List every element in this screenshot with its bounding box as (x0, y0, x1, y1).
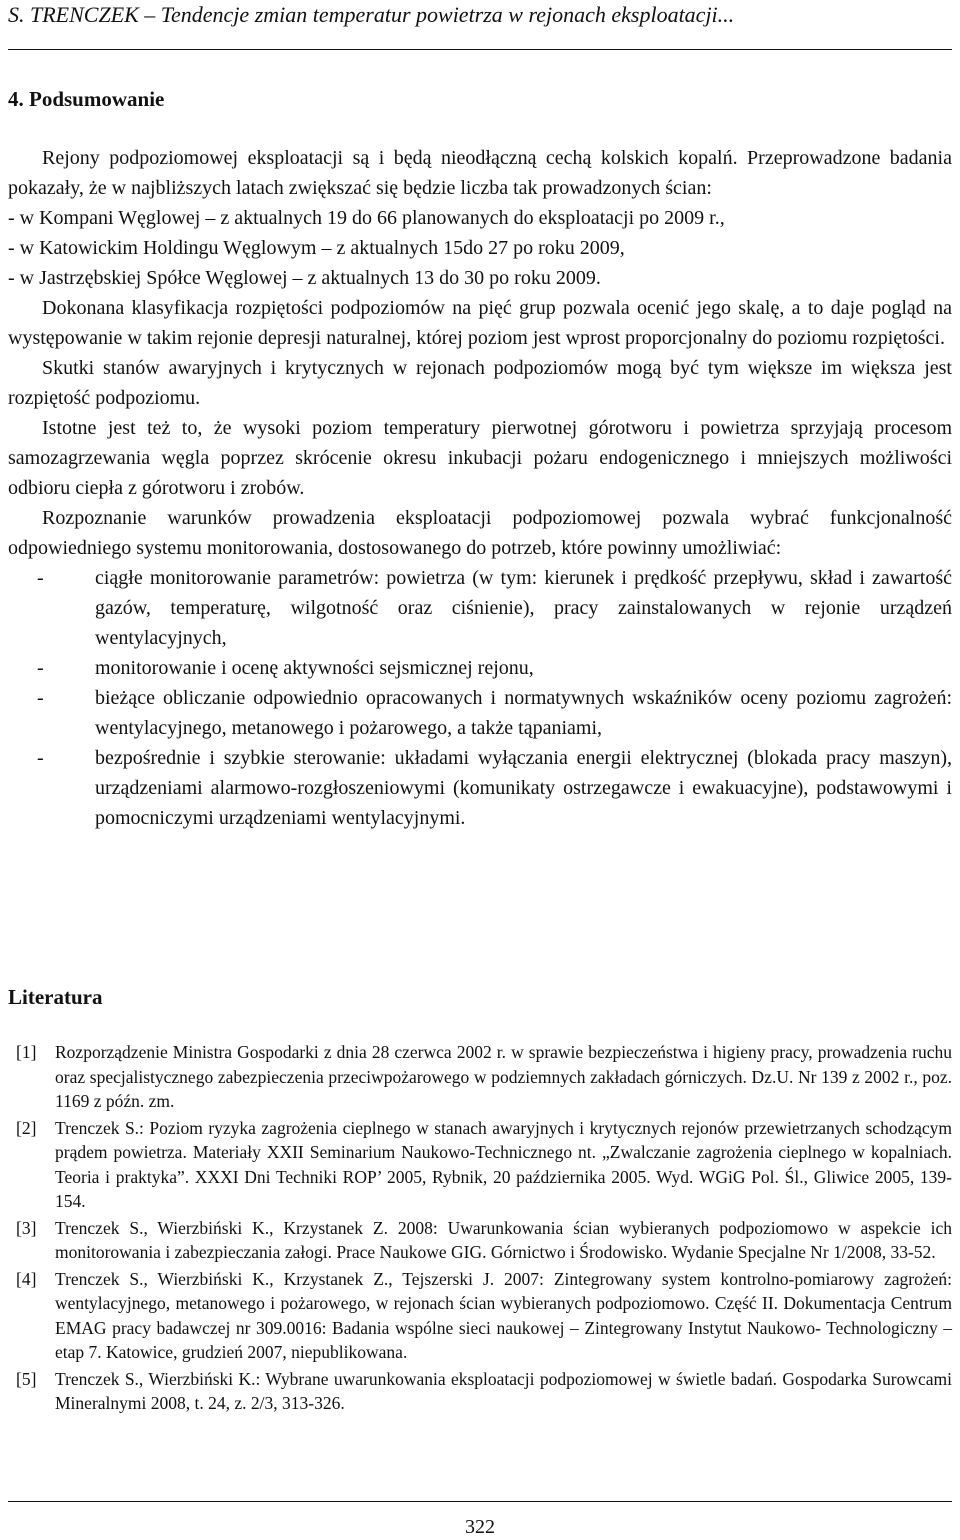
reference-number: [3] (16, 1217, 37, 1238)
reference-item (8, 1216, 952, 1265)
reference-number: [5] (16, 1368, 37, 1389)
paragraph-monitoring: Rozpoznanie warunków prowadzenia eksploatacji podpoziomowej pozwala wybrać funkcjonalność odpowiedniego systemu monitorowania, dostosowanego do potrzeb, które powinny umożliwiać: (8, 507, 952, 559)
reference-text: Trenczek S., Wierzbiński K., Krzystanek Z., Tejszerski J. 2007: Zintegrowany system kontrolno-pomiarowy zagrożeń: wentylacyjnego, metanowego i pożarowego, w rejonach ścian wybieranych podpoziomowo. Część II. Dokumentacja Centrum EMAG pracy badawczej nr 309.0016: Badania wspólne sieci naukowej – Zintegrowany Instytut Naukowo- Technologiczny – etap 7. Katowice, grudzień 2007, niepublikowana. (55, 1268, 952, 1362)
dash-marker: - (37, 567, 44, 589)
paragraph-intro: Rejony podpoziomowej eksploatacji są i będą nieodłączną cechą kolskich kopalń. Przeprowadzone badania pokazały, że w najbliższych latach zwiększać się będzie liczba tak prowadzonych ścian: (8, 147, 952, 199)
paragraph-effects: Skutki stanów awaryjnych i krytycznych w rejonach podpoziomów mogą być tym większe im większa jest rozpiętość podpoziomu. (8, 357, 952, 409)
reference-list (8, 1040, 952, 1418)
list-item (8, 683, 952, 743)
list-item-jastrzebska: - w Jastrzębskiej Spółce Węglowej – z aktualnych 13 do 30 po roku 2009. (8, 267, 601, 289)
dash-marker: - (37, 747, 44, 769)
reference-text: Trenczek S., Wierzbiński K.: Wybrane uwarunkowania eksploatacji podpoziomowej w świetle badań. Gospodarka Surowcami Mineralnymi 2008, t. 24, z. 2/3, 313-326. (55, 1368, 952, 1413)
dash-marker: - (37, 687, 44, 709)
literature-heading: Literatura (8, 985, 103, 1009)
list-item (8, 563, 952, 653)
list-item-text: bezpośrednie i szybkie sterowanie: układami wyłączania energii elektrycznej (blokada pracy maszyn), urządzeniami alarmowo-rozgłoszeniowymi (komunikaty ostrzegawcze i ewakuacyjne), podstawowymi i pomocniczymi urządzeniami wentylacyjnymi. (95, 747, 952, 829)
page-number: 322 (465, 1516, 495, 1538)
list-item (8, 743, 952, 833)
reference-item (8, 1267, 952, 1365)
reference-text: Rozporządzenie Ministra Gospodarki z dnia 28 czerwca 2002 r. w sprawie bezpieczeństwa i higieny pracy, prowadzenia ruchu oraz specjalistycznego zabezpieczenia przeciwpożarowego w podziemnych zakładach górniczych. Dz.U. Nr 139 z 2002 r., poz. 1169 z późn. zm. (55, 1042, 952, 1111)
paragraph-temperature: Istotne jest też to, że wysoki poziom temperatury pierwotnej górotworu i powietrza sprzyjają procesom samozagrzewania węgla poprzez skrócenie okresu inkubacji pożaru endogenicznego i mniejszych możliwości odbioru ciepła z górotworu i zrobów. (8, 417, 952, 499)
reference-item (8, 1040, 952, 1114)
reference-number: [2] (16, 1117, 37, 1138)
dash-marker: - (37, 657, 44, 679)
coal-company-list (8, 203, 952, 293)
list-item (8, 653, 952, 683)
monitoring-requirements-list (8, 563, 952, 833)
list-item-text: monitorowanie i ocenę aktywności sejsmicznej rejonu, (95, 657, 534, 679)
header-rule (8, 49, 952, 50)
list-item-katowicki: - w Katowickim Holdingu Węglowym – z aktualnych 15do 27 po roku 2009, (8, 237, 625, 259)
summary-body (8, 143, 952, 833)
footer-rule (8, 1501, 952, 1502)
list-item-kompania: - w Kompani Węglowej – z aktualnych 19 do 66 planowanych do eksploatacji po 2009 r., (8, 207, 725, 229)
reference-number: [1] (16, 1042, 37, 1062)
reference-number: [4] (16, 1268, 37, 1289)
reference-text: Trenczek S.: Poziom ryzyka zagrożenia cieplnego w stanach awaryjnych i krytycznych rejonów przewietrzanych schodzącym prądem powietrza. Materiały XXII Seminarium Naukowo-Technicznego nt. „Zwalczanie zagrożenia cieplnego w kopalniach. Teoria i praktyka”. XXXI Dni Techniki ROP’ 2005, Rybnik, 20 października 2005. Wyd. WGiG Pol. Śl., Gliwice 2005, 139-154. (55, 1117, 952, 1211)
reference-text: Trenczek S., Wierzbiński K., Krzystanek Z. 2008: Uwarunkowania ścian wybieranych podpoziomowo w aspekcie ich monitorowania i zabezpieczania załogi. Prace Naukowe GIG. Górnictwo i Środowisko. Wydanie Specjalne Nr 1/2008, 33-52. (55, 1217, 952, 1262)
list-item-text: ciągłe monitorowanie parametrów: powietrza (w tym: kierunek i prędkość przepływu, skład i zawartość gazów, temperaturę, wilgotność oraz ciśnienie), pracy zainstalowanych w rejonie urządzeń wentylacyjnych, (95, 567, 952, 649)
paragraph-classification: Dokonana klasyfikacja rozpiętości podpoziomów na pięć grup pozwala ocenić jego skalę, a to daje pogląd na występowanie w takim rejonie depresji naturalnej, której poziom jest wprost proporcjonalny do poziomu rozpiętości. (8, 297, 952, 349)
running-header: S. TRENCZEK – Tendencje zmian temperatur powietrza w rejonach eksploatacji... (8, 2, 735, 27)
reference-item (8, 1116, 952, 1214)
reference-item (8, 1367, 952, 1416)
section-heading: 4. Podsumowanie (8, 87, 165, 111)
list-item-text: bieżące obliczanie odpowiednio opracowanych i normatywnych wskaźników oceny poziomu zagrożeń: wentylacyjnego, metanowego i pożarowego, a także tąpaniami, (95, 687, 952, 739)
